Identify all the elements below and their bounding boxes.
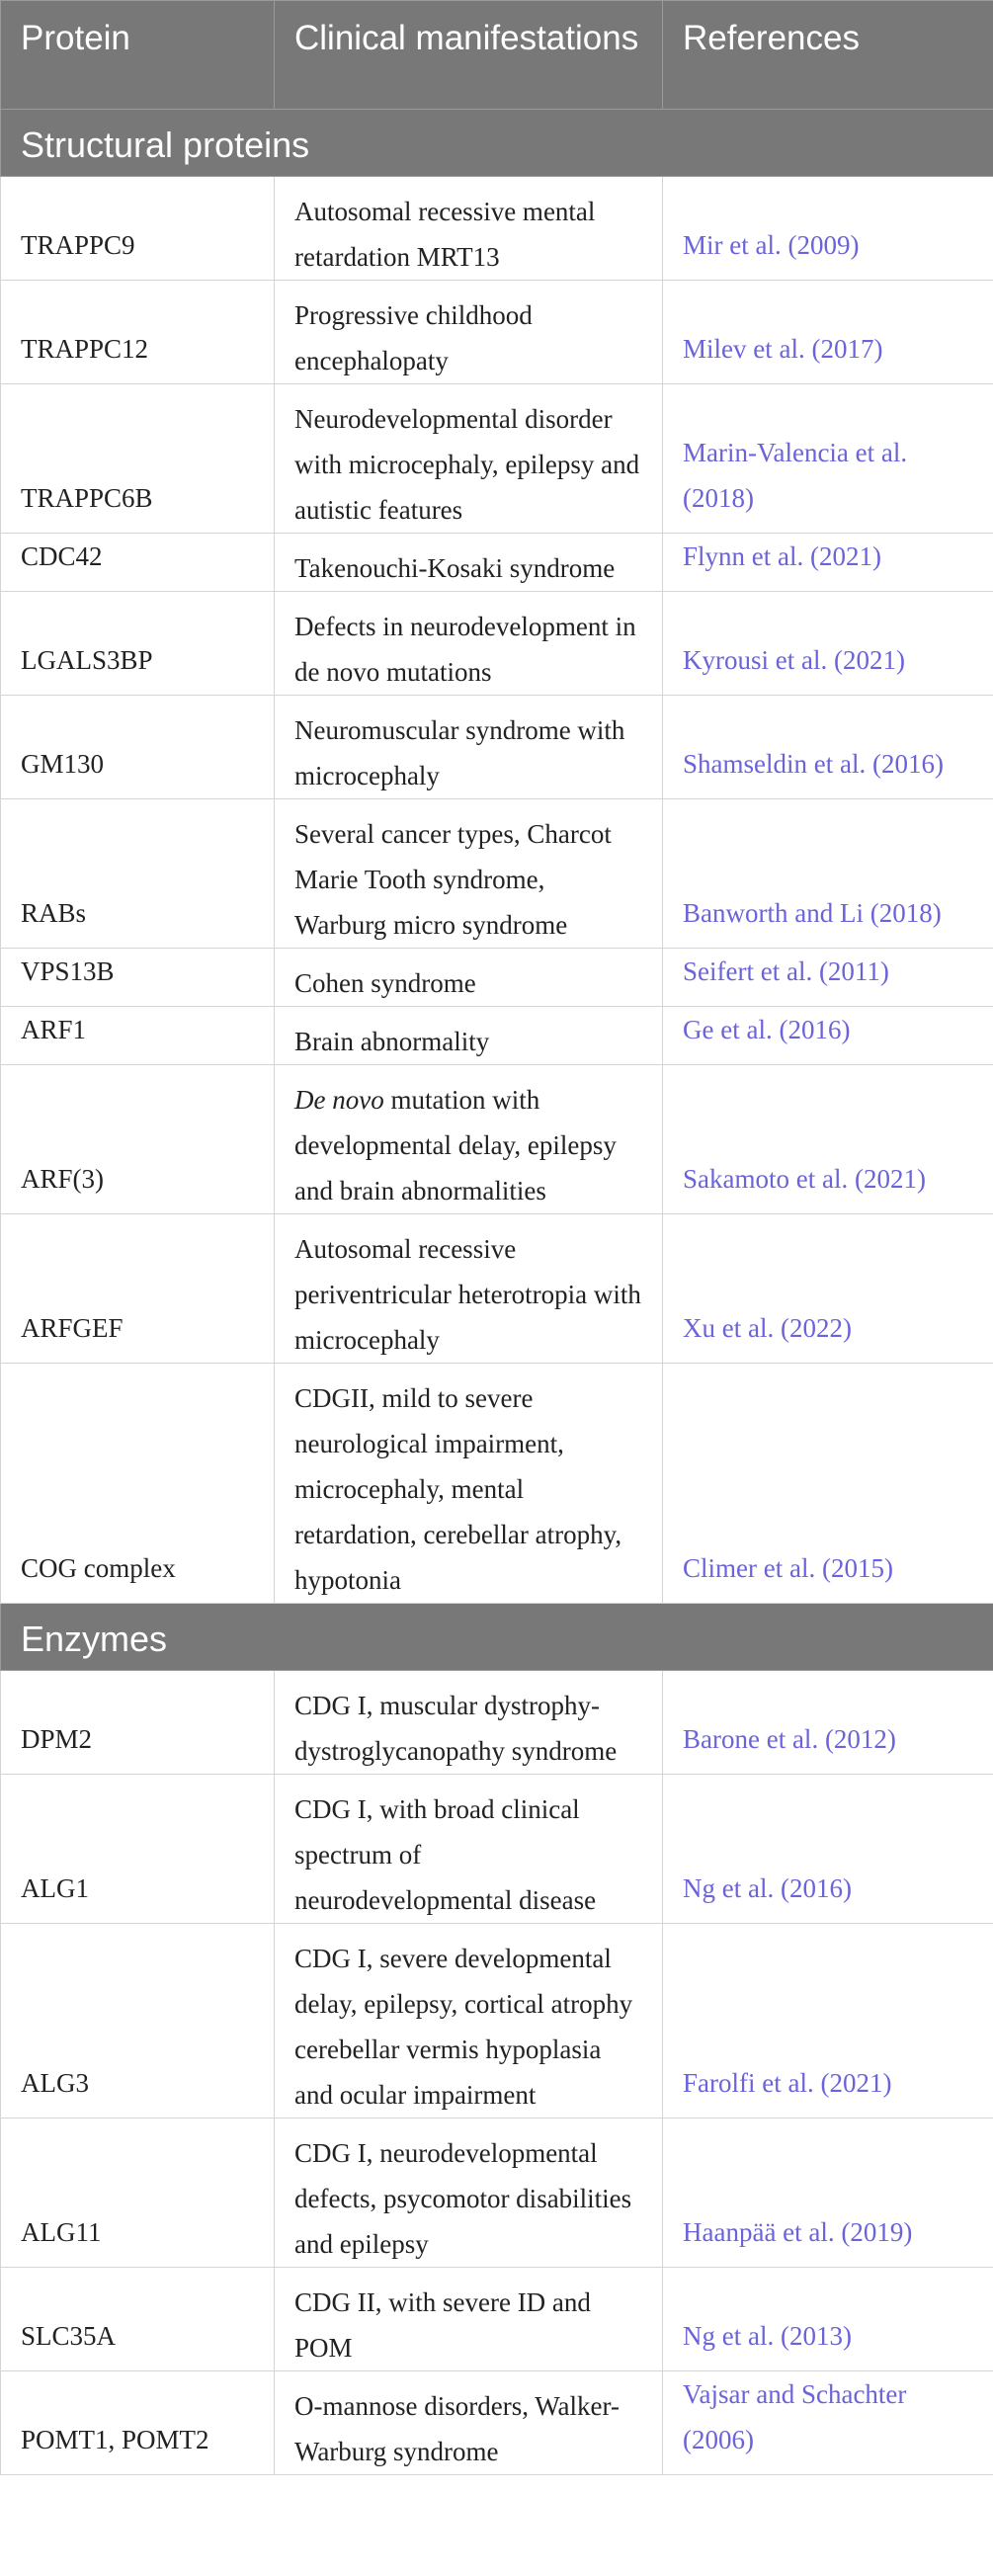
clinical-cell: CDG I, with broad clinical spectrum of neurodevelopmental disease	[275, 1775, 663, 1924]
table-row	[1, 1065, 993, 1214]
reference-link[interactable]: Sakamoto et al. (2021)	[683, 1164, 926, 1194]
protein-cell: SLC35A	[1, 2268, 275, 2371]
reference-cell	[663, 534, 993, 592]
reference-cell	[663, 177, 993, 281]
reference-link[interactable]: Marin-Valencia et al. (2018)	[683, 438, 908, 513]
reference-cell	[663, 1065, 993, 1214]
reference-cell	[663, 1924, 993, 2119]
reference-link[interactable]: Shamseldin et al. (2016)	[683, 749, 944, 779]
protein-cell: CDC42	[1, 534, 275, 592]
reference-cell	[663, 1671, 993, 1775]
clinical-cell	[275, 1065, 663, 1214]
reference-cell	[663, 1364, 993, 1604]
section-structural	[1, 110, 993, 177]
reference-link[interactable]: Xu et al. (2022)	[683, 1313, 852, 1343]
reference-cell	[663, 592, 993, 696]
reference-link[interactable]: Flynn et al. (2021)	[683, 541, 881, 571]
reference-link[interactable]: Mir et al. (2009)	[683, 230, 860, 260]
protein-cell: ALG11	[1, 2119, 275, 2268]
header-references: References	[663, 1, 993, 110]
protein-cell: TRAPPC9	[1, 177, 275, 281]
clinical-cell: Defects in neurodevelopment in de novo mutations	[275, 592, 663, 696]
table-row	[1, 949, 993, 1007]
clinical-cell: CDG II, with severe ID and POM	[275, 2268, 663, 2371]
table-row	[1, 384, 993, 534]
protein-cell: TRAPPC6B	[1, 384, 275, 534]
reference-cell	[663, 949, 993, 1007]
reference-link[interactable]: Haanpää et al. (2019)	[683, 2217, 913, 2247]
reference-cell	[663, 1214, 993, 1364]
protein-cell: ALG1	[1, 1775, 275, 1924]
table-row	[1, 281, 993, 384]
protein-cell: GM130	[1, 696, 275, 799]
table-row	[1, 1007, 993, 1065]
clinical-cell: Neurodevelopmental disorder with microcephaly, epilepsy and autistic features	[275, 384, 663, 534]
reference-cell	[663, 799, 993, 949]
protein-cell: RABs	[1, 799, 275, 949]
clinical-cell: CDG I, severe developmental delay, epilepsy, cortical atrophy cerebellar vermis hypoplasia and ocular impairment	[275, 1924, 663, 2119]
reference-link[interactable]: Ng et al. (2013)	[683, 2321, 852, 2351]
reference-cell	[663, 1775, 993, 1924]
section-title: Enzymes	[1, 1604, 993, 1671]
protein-cell: POMT1, POMT2	[1, 2371, 275, 2475]
clinical-cell: Progressive childhood encephalopaty	[275, 281, 663, 384]
table-row	[1, 1214, 993, 1364]
header-protein: Protein	[1, 1, 275, 110]
reference-cell	[663, 281, 993, 384]
table-row	[1, 2371, 993, 2475]
protein-cell: ARF1	[1, 1007, 275, 1065]
reference-cell	[663, 2268, 993, 2371]
table-row	[1, 696, 993, 799]
table-row	[1, 592, 993, 696]
reference-link[interactable]: Kyrousi et al. (2021)	[683, 645, 905, 675]
table-row	[1, 2268, 993, 2371]
reference-link[interactable]: Climer et al. (2015)	[683, 1553, 893, 1583]
reference-link[interactable]: Milev et al. (2017)	[683, 334, 883, 364]
section-title: Structural proteins	[1, 110, 993, 177]
reference-link[interactable]: Seifert et al. (2011)	[683, 956, 889, 986]
protein-cell: VPS13B	[1, 949, 275, 1007]
reference-link[interactable]: Ng et al. (2016)	[683, 1873, 852, 1903]
table-row	[1, 799, 993, 949]
reference-cell	[663, 696, 993, 799]
table-row	[1, 1775, 993, 1924]
table-row	[1, 1671, 993, 1775]
clinical-cell: Autosomal recessive mental retardation MRT13	[275, 177, 663, 281]
clinical-cell: CDGII, mild to severe neurological impairment, microcephaly, mental retardation, cerebellar atrophy, hypotonia	[275, 1364, 663, 1604]
reference-link[interactable]: Ge et al. (2016)	[683, 1015, 851, 1044]
clinical-cell: Cohen syndrome	[275, 949, 663, 1007]
clinical-cell: O-mannose disorders, Walker-Warburg syndrome	[275, 2371, 663, 2475]
clinical-cell: Takenouchi-Kosaki syndrome	[275, 534, 663, 592]
reference-cell	[663, 2371, 993, 2475]
clinical-text: mutation with developmental delay, epilepsy and brain abnormalities	[294, 1085, 623, 1205]
protein-cell: DPM2	[1, 1671, 275, 1775]
clinical-cell: Neuromuscular syndrome with microcephaly	[275, 696, 663, 799]
protein-cell: ALG3	[1, 1924, 275, 2119]
table-row	[1, 534, 993, 592]
clinical-cell: CDG I, neurodevelopmental defects, psycomotor disabilities and epilepsy	[275, 2119, 663, 2268]
clinical-cell: CDG I, muscular dystrophy-dystroglycanopathy syndrome	[275, 1671, 663, 1775]
table-row	[1, 1924, 993, 2119]
header-clinical: Clinical manifestations	[275, 1, 663, 110]
reference-cell	[663, 384, 993, 534]
table-row	[1, 2119, 993, 2268]
reference-link[interactable]: Barone et al. (2012)	[683, 1724, 896, 1754]
section-enzymes	[1, 1604, 993, 1671]
reference-link[interactable]: Farolfi et al. (2021)	[683, 2068, 892, 2098]
table-row	[1, 177, 993, 281]
header-row	[1, 1, 993, 110]
clinical-italic-text: De novo	[294, 1085, 384, 1115]
protein-cell: ARF(3)	[1, 1065, 275, 1214]
reference-cell	[663, 1007, 993, 1065]
clinical-cell: Brain abnormality	[275, 1007, 663, 1065]
reference-cell	[663, 2119, 993, 2268]
table-row	[1, 1364, 993, 1604]
clinical-cell: Several cancer types, Charcot Marie Tooth syndrome, Warburg micro syndrome	[275, 799, 663, 949]
protein-cell: COG complex	[1, 1364, 275, 1604]
clinical-cell: Autosomal recessive periventricular heterotropia with microcephaly	[275, 1214, 663, 1364]
reference-link[interactable]: Banworth and Li (2018)	[683, 898, 942, 928]
protein-cell: LGALS3BP	[1, 592, 275, 696]
reference-link[interactable]: Vajsar and Schachter (2006)	[683, 2379, 907, 2454]
protein-cell: TRAPPC12	[1, 281, 275, 384]
protein-cell: ARFGEF	[1, 1214, 275, 1364]
